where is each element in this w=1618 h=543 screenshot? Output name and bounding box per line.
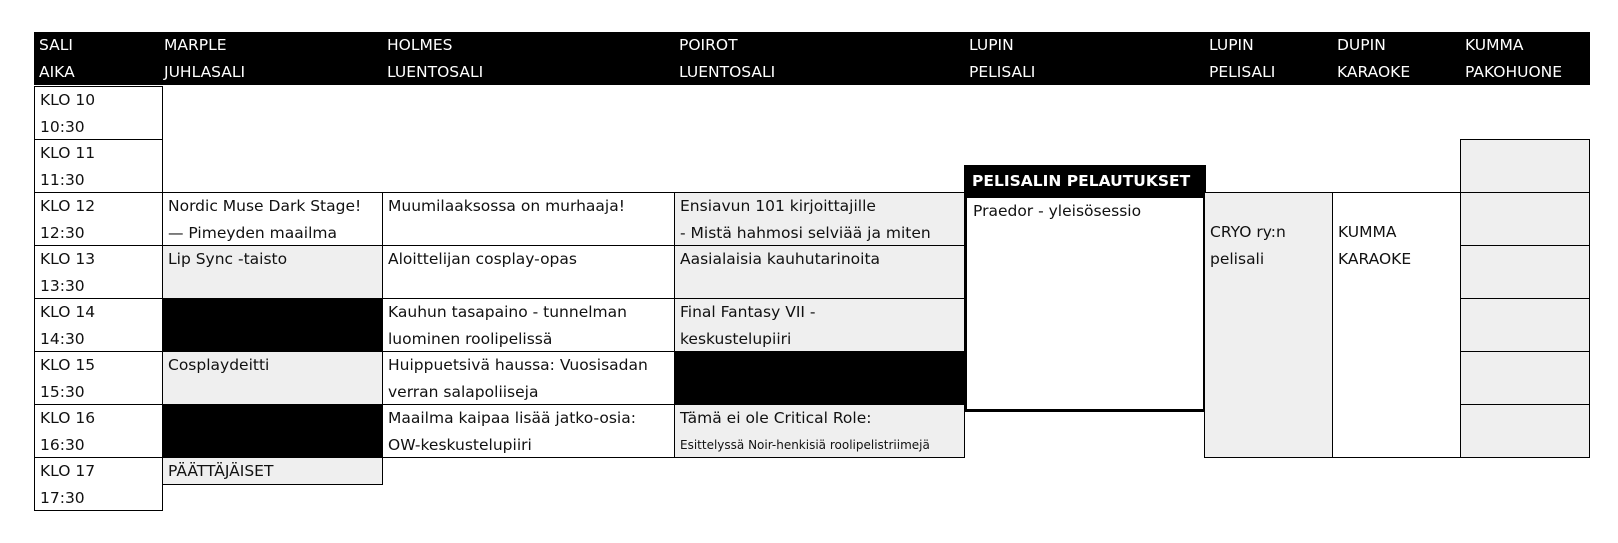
header-dupin: DUPIN KARAOKE: [1332, 32, 1460, 85]
marple-event-17: PÄÄTTÄJÄISET: [162, 457, 383, 485]
header-marple: MARPLE JUHLASALI: [159, 32, 382, 85]
header-kumma: KUMMA PAKOHUONE: [1460, 32, 1590, 85]
holmes-event-16: Maailma kaipaa lisää jatko-osia: OW-keskustelupiiri: [382, 404, 675, 458]
kumma-slot-11: [1460, 139, 1590, 193]
holmes-event-14: Kauhun tasapaino - tunnelman luominen roolipelissä: [382, 298, 675, 352]
time-cell-10: KLO 10 10:30: [34, 86, 163, 140]
poirot-event-14: Final Fantasy VII - keskustelupiiri: [674, 298, 965, 352]
poirot-event-16: Tämä ei ole Critical Role: Esittelyssä Noir-henkisiä roolipelistriimejä: [674, 404, 965, 458]
holmes-event-13: Aloittelijan cosplay-opas: [382, 245, 675, 299]
marple-event-12: Nordic Muse Dark Stage! — Pimeyden maailma: [162, 192, 383, 246]
marple-event-15: Cosplaydeitti: [162, 351, 383, 405]
time-cell-11: KLO 11 11:30: [34, 139, 163, 193]
header-poirot: POIROT LUENTOSALI: [674, 32, 964, 85]
kumma-slot-15: [1460, 351, 1590, 405]
header-lupin-1: LUPIN PELISALI: [964, 32, 1204, 85]
time-cell-16: KLO 16 16:30: [34, 404, 163, 458]
header-lupin-2: LUPIN PELISALI: [1204, 32, 1332, 85]
poirot-event-13: Aasialaisia kauhutarinoita: [674, 245, 965, 299]
time-cell-17: KLO 17 17:30: [34, 457, 163, 511]
marple-blocked-16: [162, 404, 383, 458]
time-cell-15: KLO 15 15:30: [34, 351, 163, 405]
header-sali-aika: SALI AIKA: [34, 32, 159, 85]
holmes-event-12: Muumilaaksossa on murhaaja!: [382, 192, 675, 246]
time-cell-14: KLO 14 14:30: [34, 298, 163, 352]
lupin2-cryo-pelisali: CRYO ry:n pelisali: [1204, 192, 1333, 458]
marple-event-13: Lip Sync -taisto: [162, 245, 383, 299]
poirot-event-12: Ensiavun 101 kirjoittajille - Mistä hahmosi selviää ja miten: [674, 192, 965, 246]
pelisali-title: PELISALIN PELAUTUKSET: [964, 165, 1206, 197]
kumma-slot-14: [1460, 298, 1590, 352]
kumma-slot-13: [1460, 245, 1590, 299]
kumma-slot-12: [1460, 192, 1590, 246]
pelisali-box: Praedor - yleisösessio: [964, 195, 1206, 412]
kumma-slot-16: [1460, 404, 1590, 458]
marple-blocked-14: [162, 298, 383, 352]
poirot-blocked-15: [674, 351, 965, 405]
dupin-kumma-karaoke: KUMMA KARAOKE: [1332, 192, 1461, 458]
header-holmes: HOLMES LUENTOSALI: [382, 32, 674, 85]
holmes-event-15: Huippuetsivä haussa: Vuosisadan verran salapoliiseja: [382, 351, 675, 405]
time-cell-13: KLO 13 13:30: [34, 245, 163, 299]
time-cell-12: KLO 12 12:30: [34, 192, 163, 246]
